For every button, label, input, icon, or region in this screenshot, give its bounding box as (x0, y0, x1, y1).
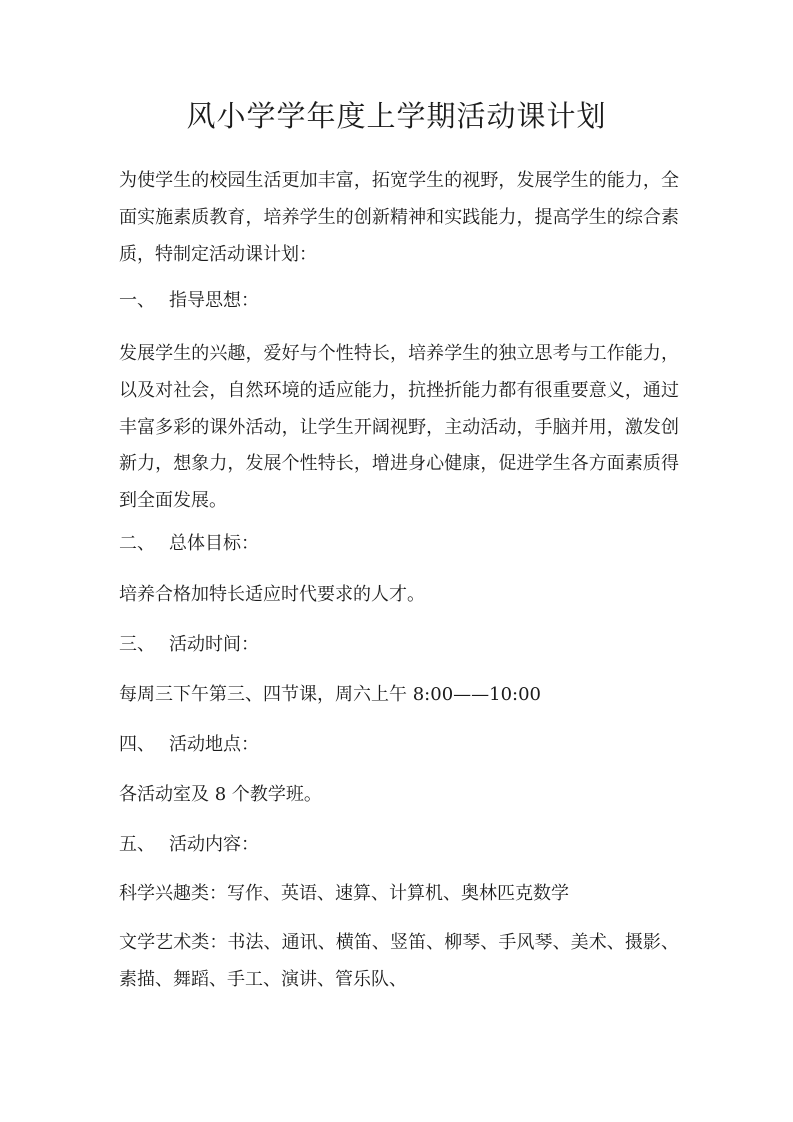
intro-paragraph: 为使学生的校园生活更加丰富，拓宽学生的视野，发展学生的能力，全面实施素质教育，培养学生的创新精神和实践能力，提高学生的综合素质，特制定活动课计划： (119, 170, 679, 265)
section-body-overall-goal: 培养合格加特长适应时代要求的人才。 (119, 584, 425, 605)
section-number: 五、 (119, 834, 155, 855)
section-title: 活动地点： (169, 734, 259, 755)
section-heading-activity-content (119, 827, 259, 863)
section-title: 指导思想： (169, 290, 259, 311)
section-body-guiding-ideology: 发展学生的兴趣，爱好与个性特长，培养学生的独立思考与工作能力，以及对社会，自然环境的适应能力，抗挫折能力都有很重要意义，通过丰富多彩的课外活动，让学生开阔视野，主动活动，手脑并用，激发创新力，想象力，发展个性特长，增进身心健康，促进学生各方面素质得到全面发展。 (119, 343, 679, 512)
section-body-activity-location: 各活动室及 8 个教学班。 (119, 784, 322, 805)
section-title: 活动内容： (169, 834, 259, 855)
section-number: 三、 (119, 634, 155, 655)
section-title: 总体目标： (169, 533, 259, 554)
section-number: 四、 (119, 734, 155, 755)
activity-item-science: 科学兴趣类：写作、英语、速算、计算机、奥林匹克数学 (119, 883, 569, 904)
section-heading-overall-goal (119, 526, 259, 562)
section-body-activity-time: 每周三下午第三、四节课，周六上午 8:00——10:00 (119, 684, 542, 705)
section-number: 一、 (119, 290, 155, 311)
section-heading-activity-location (119, 727, 259, 763)
section-title: 活动时间： (169, 634, 259, 655)
document-title: 风小学学年度上学期活动课计划 (186, 99, 607, 133)
activity-item-arts: 文学艺术类：书法、通讯、横笛、竖笛、柳琴、手风琴、美术、摄影、素描、舞蹈、手工、演讲、管乐队、 (119, 932, 679, 990)
section-heading-guiding-ideology (119, 283, 259, 319)
section-heading-activity-time (119, 627, 259, 663)
section-number: 二、 (119, 533, 155, 554)
